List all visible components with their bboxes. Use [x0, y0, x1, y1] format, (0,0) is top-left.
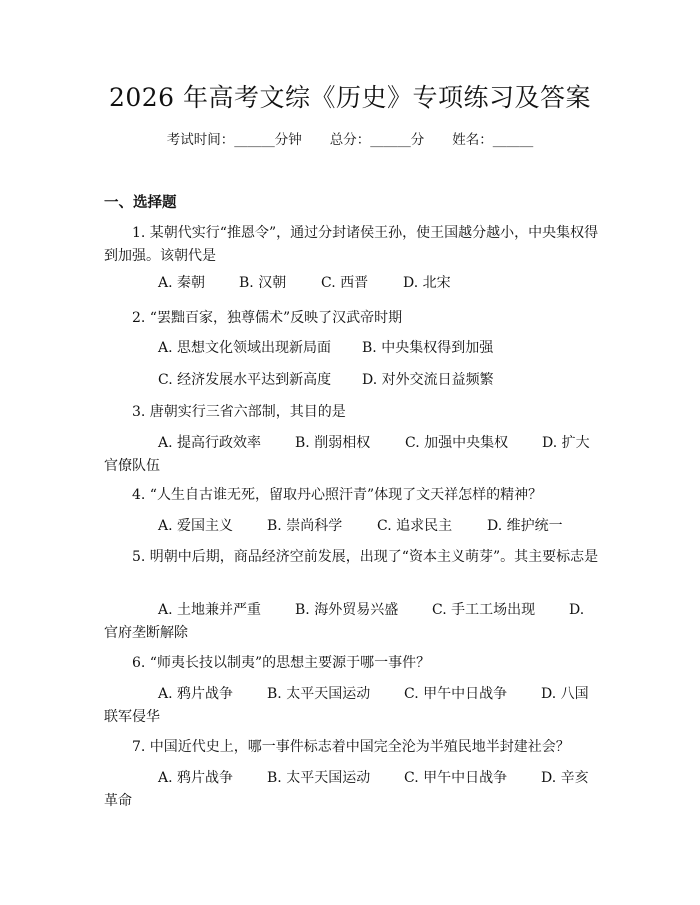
option-a: A. 提高行政效率	[158, 435, 262, 451]
question-stem: 7. 中国近代史上，哪一事件标志着中国完全沦为半殖民地半封建社会？	[132, 739, 570, 755]
exam-time-field: 考试时间：______分钟	[166, 132, 302, 148]
option-c: C. 西晋	[321, 275, 369, 291]
exam-info	[0, 130, 700, 150]
total-score-field: 总分：______分	[329, 132, 425, 148]
question-3	[104, 401, 600, 424]
option-a: A. 鸦片战争	[158, 770, 234, 786]
question-stem: 1. 某朝代实行“推恩令”，通过分封诸侯王孙，使王国越分越小，中央集权得到加强。该朝代是	[104, 225, 599, 264]
option-c: C. 甲午中日战争	[404, 686, 508, 702]
question-4-options	[104, 515, 600, 538]
option-d: D. 官府垄断解除	[104, 602, 585, 641]
option-b: B. 太平天国运动	[267, 770, 371, 786]
option-c: C. 甲午中日战争	[404, 770, 508, 786]
option-a: A. 土地兼并严重	[158, 602, 262, 618]
question-7	[104, 736, 600, 759]
question-6-options	[104, 683, 600, 729]
option-a: A. 鸦片战争	[158, 686, 234, 702]
option-b: B. 汉朝	[239, 275, 287, 291]
option-d: D. 北宋	[403, 275, 451, 291]
question-5-options	[104, 599, 600, 645]
option-d: D. 八国联军侵华	[104, 686, 589, 725]
question-stem: 6. “师夷长技以制夷”的思想主要源于哪一事件？	[132, 655, 431, 671]
question-1-options	[104, 272, 600, 295]
option-a: A. 秦朝	[158, 275, 206, 291]
option-a: A. 思想文化领域出现新局面	[158, 340, 332, 356]
question-stem: 2. “罢黜百家，独尊儒术”反映了汉武帝时期	[132, 310, 403, 326]
option-b: B. 太平天国运动	[267, 686, 371, 702]
question-5	[104, 546, 600, 569]
option-b: B. 海外贸易兴盛	[295, 602, 399, 618]
question-3-options	[104, 432, 600, 478]
question-2	[104, 307, 600, 330]
option-b: B. 中央集权得到加强	[362, 340, 494, 356]
option-c: C. 追求民主	[377, 518, 453, 534]
question-6	[104, 652, 600, 675]
option-c: C. 手工工场出现	[432, 602, 536, 618]
option-a: A. 爱国主义	[158, 518, 234, 534]
question-stem: 3. 唐朝实行三省六部制，其目的是	[132, 404, 346, 420]
question-1	[104, 222, 600, 268]
document-title: 2026 年高考文综《历史》专项练习及答案	[108, 83, 592, 112]
student-name-field: 姓名：______	[452, 132, 534, 148]
option-d: D. 辛亥革命	[104, 770, 589, 809]
option-b: B. 崇尚科学	[267, 518, 343, 534]
section-heading: 一、选择题	[104, 194, 177, 211]
option-d: D. 维护统一	[487, 518, 563, 534]
question-stem: 5. 明朝中后期，商品经济空前发展，出现了“资本主义萌芽”。其主要标志是	[132, 549, 599, 565]
question-2-options	[104, 337, 600, 360]
question-4	[104, 484, 600, 507]
option-c: C. 经济发展水平达到新高度	[158, 372, 332, 388]
question-2-options-row2	[104, 369, 600, 392]
option-d: D. 对外交流日益频繁	[362, 372, 494, 388]
option-d: D. 扩大官僚队伍	[104, 435, 590, 474]
option-c: C. 加强中央集权	[405, 435, 509, 451]
question-7-options	[104, 767, 600, 813]
option-b: B. 削弱相权	[295, 435, 371, 451]
question-stem: 4. “人生自古谁无死，留取丹心照汗青”体现了文天祥怎样的精神？	[132, 487, 543, 503]
